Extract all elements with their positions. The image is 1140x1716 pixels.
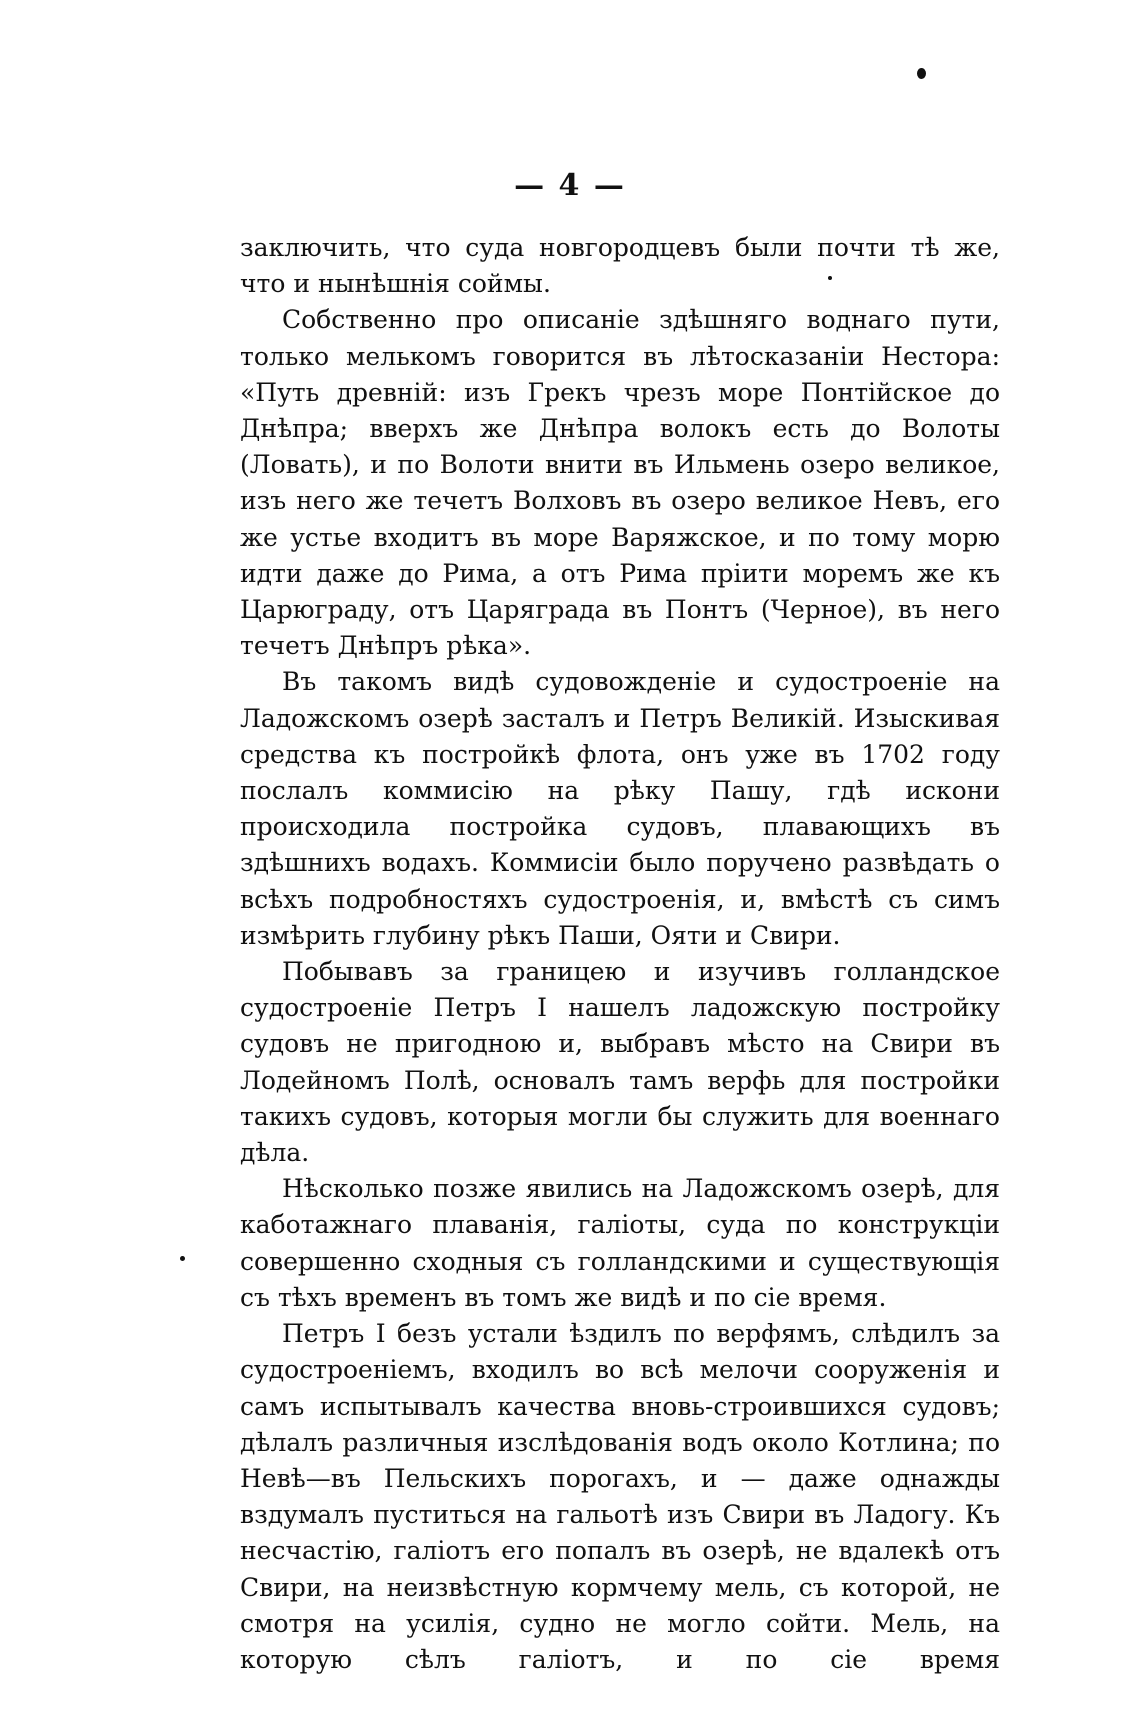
paragraph-shipyard: Побывавъ за границею и изучивъ голландское судостроеніе Петръ I нашелъ ладожскую постройку судовъ не пригодною и, выбравъ мѣсто на Свири въ Лодейномъ Полѣ, основалъ тамъ верфь для постройки такихъ судовъ, которыя могли бы служить для военнаго дѣла. [240,957,1000,1168]
paragraph-nestor: Собственно про описаніе здѣшняго воднаго пути, только мелькомъ говорится въ лѣтосказаніи Нестора: «Путь древній: изъ Грекъ чрезъ море Понтійское до Днѣпра; вверхъ же Днѣпра волокъ есть до Волоты (Ловать), и по Волоти внити въ Ильмень озеро великое, изъ него же течетъ Волховъ въ озеро великое Невъ, его же устье входитъ въ море Варяжское, и по тому морю идти даже до Рима, а отъ Рима пріити моремъ же къ Царюграду, отъ Царяграда въ Понтъ (Черное), въ него течетъ Днѣпръ рѣка». [240,305,1000,661]
page-number: — 4 — [514,168,626,203]
ink-speck [917,68,926,79]
paragraph-continuation: заключить, что суда новгородцевъ были почти тѣ же, что и нынѣшнія соймы. [240,233,1000,299]
paragraph-peter-commission: Въ такомъ видѣ судовожденіе и судостроеніе на Ладожскомъ озерѣ засталъ и Петръ Великій. Изыскивая средства къ постройкѣ флота, онъ уже въ 1702 году послалъ коммисію на рѣку Пашу, гдѣ искони происходила постройка судовъ, плавающихъ въ здѣшнихъ водахъ. Коммисіи было поручено развѣдать о всѣхъ подробностяхъ судостроенія, и, вмѣстѣ съ симъ измѣрить глубину рѣкъ Паши, Ояти и Свири. [240,667,1000,950]
ink-speck [180,1256,185,1261]
paragraph-galiots: Нѣсколько позже явились на Ладожскомъ озерѣ, для каботажнаго плаванія, галіоты, суда по конструкціи совершенно сходныя съ голландскими и существующія съ тѣхъ временъ въ томъ же видѣ и по сіе время. [240,1174,1000,1312]
body-text [240,230,1000,1678]
paragraph-peter-travels: Петръ I безъ устали ѣздилъ по верфямъ, слѣдилъ за судостроеніемъ, входилъ во всѣ мелочи сооруженія и самъ испытывалъ качества вновь-строившихся судовъ; дѣлалъ различныя изслѣдованія водъ около Котлина; по Невѣ—въ Пельскихъ порогахъ, и — даже однажды вздумалъ пуститься на гальотѣ изъ Свири въ Ладогу. Къ несчастію, галіотъ его попалъ въ озерѣ, не вдалекѣ отъ Свири, на неизвѣстную кормчему мель, съ которой, не смотря на усилія, судно не могло сойти. Мель, на которую сѣлъ галіотъ, и по сіе время [240,1319,1000,1674]
